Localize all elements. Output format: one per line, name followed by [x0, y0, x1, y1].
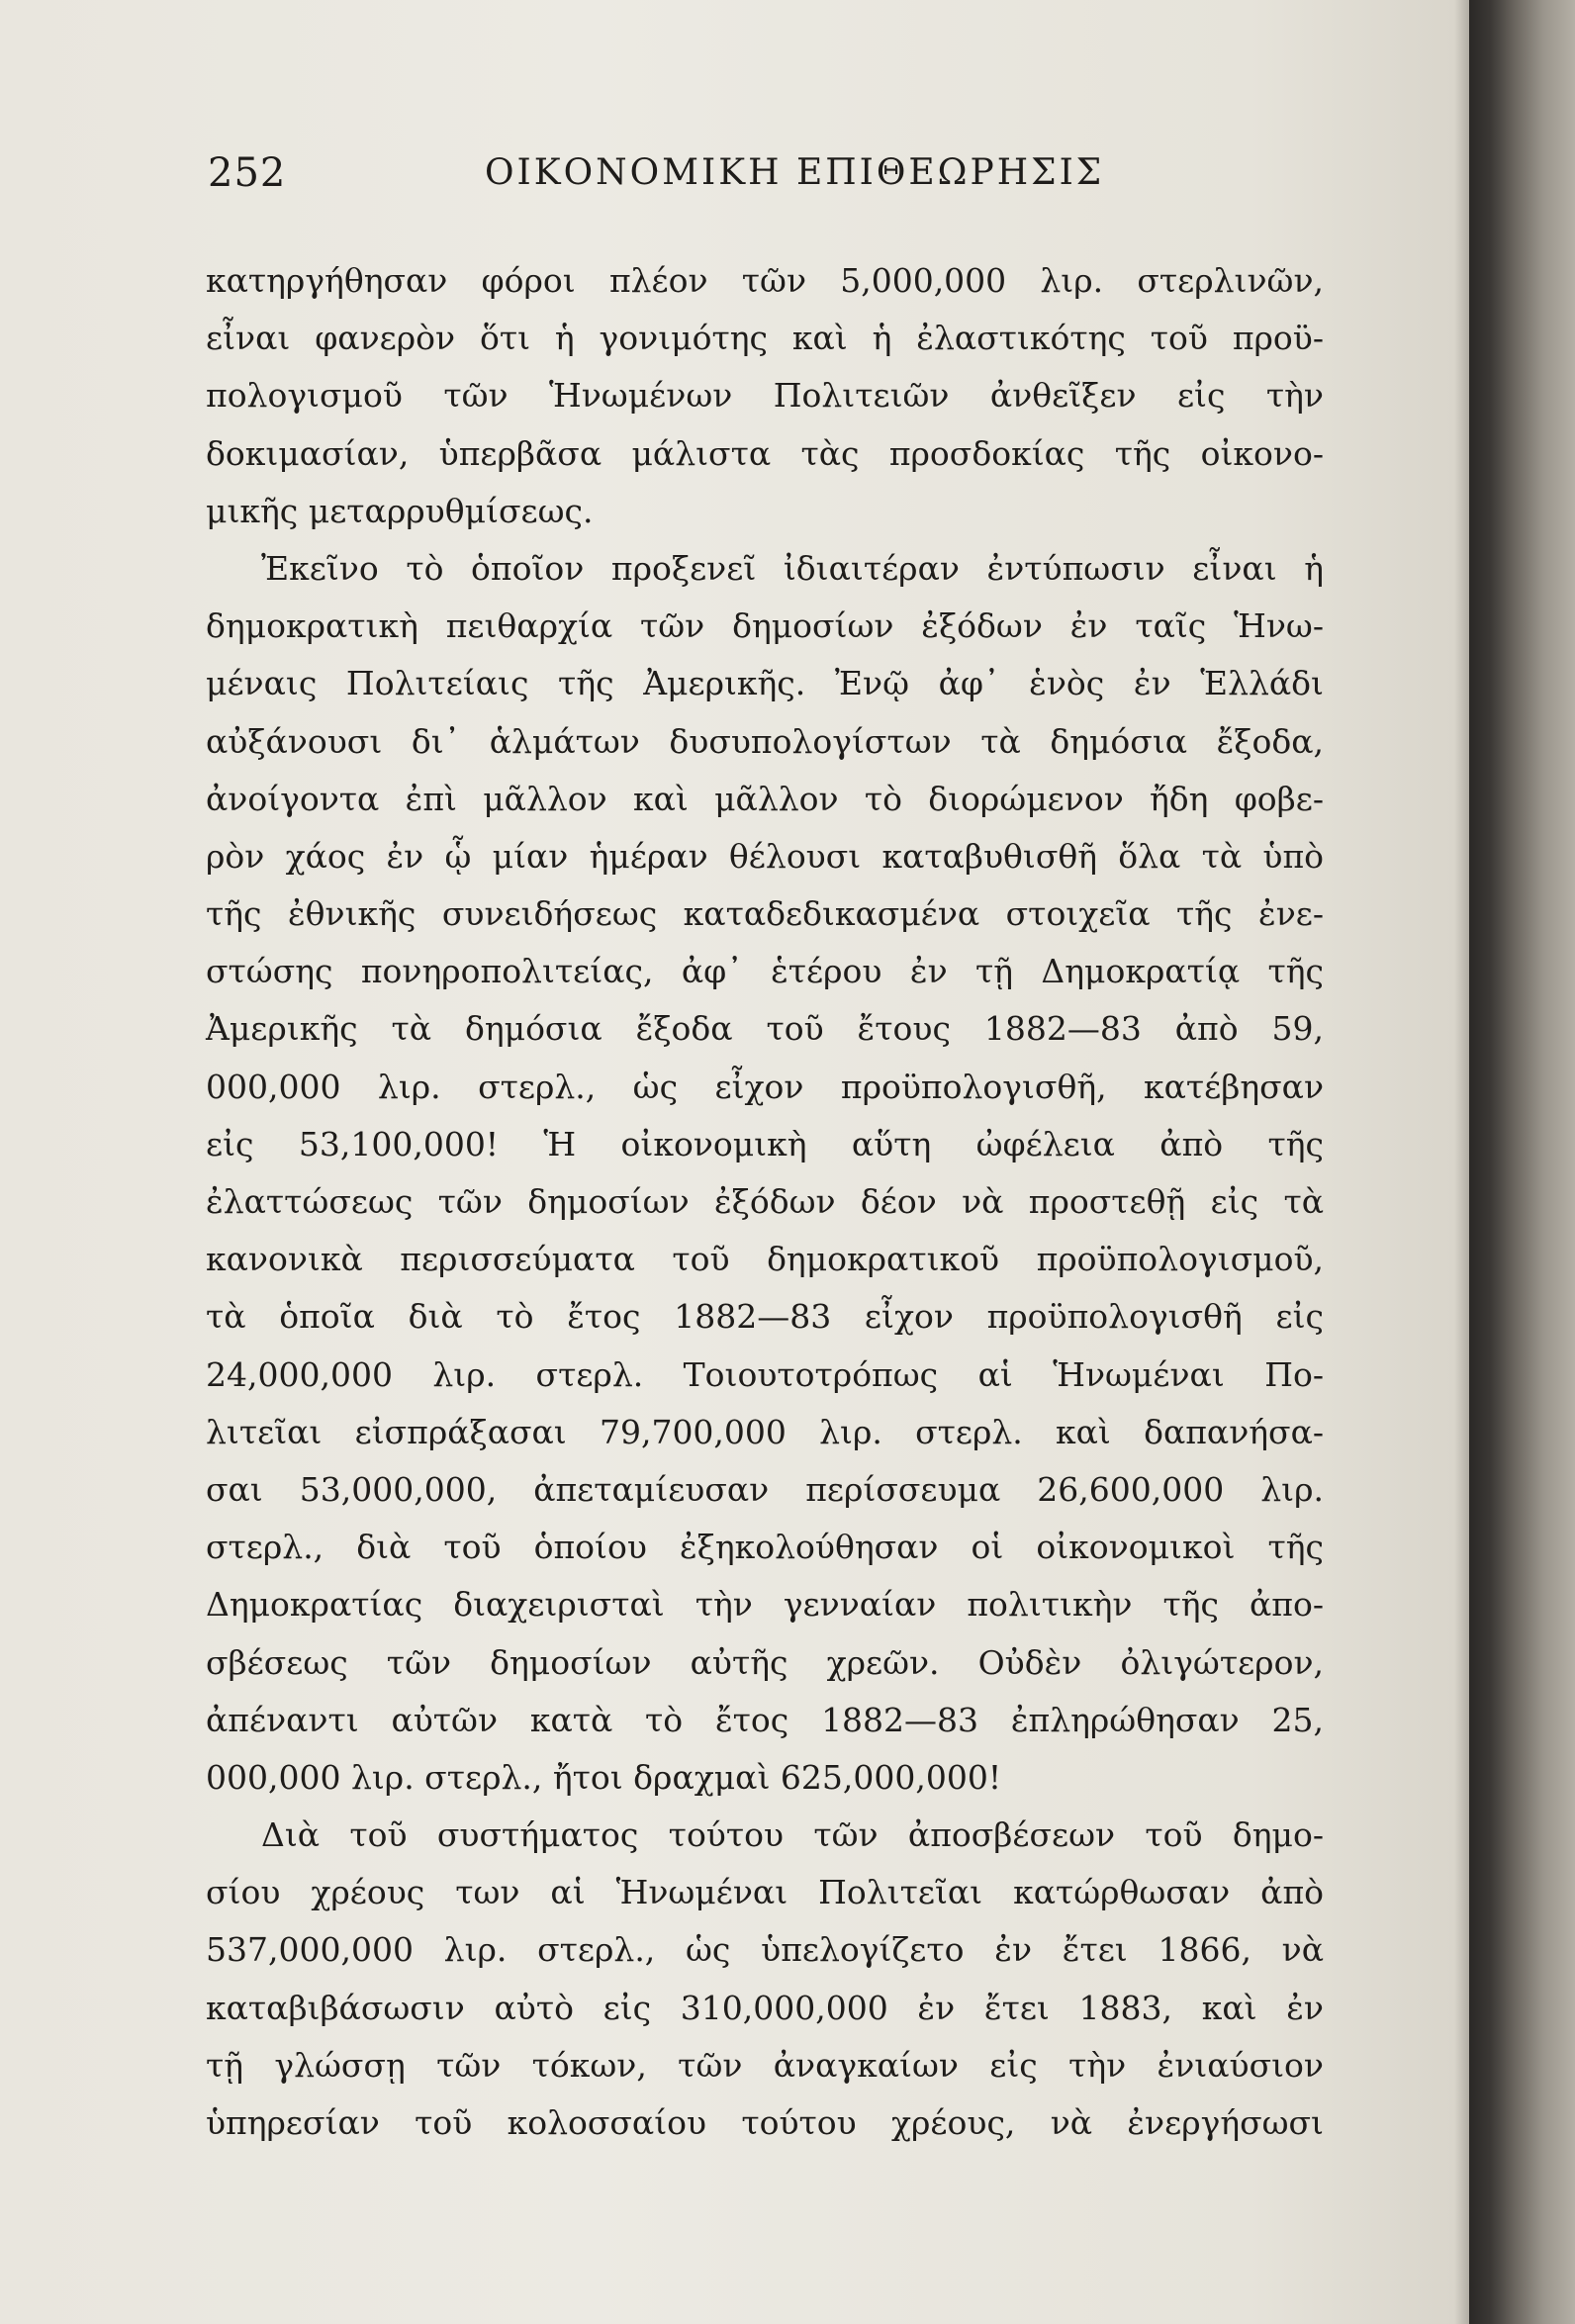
text-line: τῆς ἐθνικῆς συνειδήσεως καταδεδικασμένα στοιχεῖα τῆς ἐνε-: [206, 894, 1324, 934]
text-line: καταβιβάσωσιν αὐτὸ εἰς 310,000,000 ἐν ἔτει 1883, καὶ ἐν: [206, 1988, 1324, 2027]
text-line: εἰς 53,100,000! Ἡ οἰκονομικὴ αὕτη ὠφέλεια ἀπὸ τῆς: [206, 1124, 1324, 1163]
text-line: αὐξάνουσι δι᾽ ἁλμάτων δυσυπολογίστων τὰ δημόσια ἔξοδα,: [206, 721, 1324, 761]
text-line: Ἀμερικῆς τὰ δημόσια ἔξοδα τοῦ ἔτους 1882—83 ἀπὸ 59,: [206, 1009, 1324, 1049]
text-line: μικῆς μεταρρυθμίσεως.: [206, 491, 594, 530]
text-line: σβέσεως τῶν δημοσίων αὐτῆς χρεῶν. Οὐδὲν ὀλιγώτερον,: [206, 1642, 1324, 1682]
text-line: 000,000 λιρ. στερλ., ἤτοι δραχμαὶ 625,000,000!: [206, 1757, 1002, 1797]
body-text: [206, 252, 1324, 2152]
text-line: τῇ γλώσσῃ τῶν τόκων, τῶν ἀναγκαίων εἰς τὴν ἐνιαύσιον: [206, 2045, 1324, 2085]
running-header: [208, 150, 1316, 210]
text-line: κατηργήθησαν φόροι πλέον τῶν 5,000,000 λιρ. στερλινῶν,: [206, 261, 1324, 300]
text-line: ἀνοίγοντα ἐπὶ μᾶλλον καὶ μᾶλλον τὸ διορώμενον ἤδη φοβε-: [206, 779, 1324, 818]
text-line: εἶναι φανερὸν ὅτι ἡ γονιμότης καὶ ἡ ἐλαστικότης τοῦ προϋ-: [206, 319, 1324, 358]
page-number: 252: [208, 150, 287, 196]
text-line: πολογισμοῦ τῶν Ἡνωμένων Πολιτειῶν ἀνθεῖξεν εἰς τὴν: [206, 376, 1324, 416]
text-line: στερλ., διὰ τοῦ ὁποίου ἐξηκολούθησαν οἱ οἰκονομικοὶ τῆς: [206, 1528, 1324, 1567]
text-line: σίου χρέους των αἱ Ἡνωμέναι Πολιτεῖαι κατώρθωσαν ἀπὸ: [206, 1873, 1324, 1912]
text-line: Δημοκρατίας διαχειρισταὶ τὴν γενναίαν πολιτικὴν τῆς ἀπο-: [206, 1585, 1324, 1625]
text-line: 000,000 λιρ. στερλ., ὡς εἶχον προϋπολογισθῆ, κατέβησαν: [206, 1067, 1324, 1106]
text-line: 24,000,000 λιρ. στερλ. Τοιουτοτρόπως αἱ Ἡνωμέναι Πο-: [206, 1354, 1324, 1394]
text-line: μέναις Πολιτείαις τῆς Ἀμερικῆς. Ἐνῷ ἀφ᾽ ἑνὸς ἐν Ἑλλάδι: [206, 664, 1324, 703]
text-line: 537,000,000 λιρ. στερλ., ὡς ὑπελογίζετο ἐν ἔτει 1866, νὰ: [206, 1930, 1324, 1970]
text-line: ρὸν χάος ἐν ᾧ μίαν ἡμέραν θέλουσι καταβυθισθῆ ὅλα τὰ ὑπὸ: [206, 836, 1324, 876]
text-line: κανονικὰ περισσεύματα τοῦ δημοκρατικοῦ προϋπολογισμοῦ,: [206, 1240, 1324, 1279]
text-line: δοκιμασίαν, ὑπερβᾶσα μάλιστα τὰς προσδοκίας τῆς οἰκονο-: [206, 433, 1324, 473]
running-title: ΟΙΚΟΝΟΜΙΚΗ ΕΠΙΘΕΩΡΗΣΙΣ: [485, 152, 1105, 193]
text-line: λιτεῖαι εἰσπράξασαι 79,700,000 λιρ. στερλ. καὶ δαπανήσα-: [206, 1412, 1324, 1451]
text-line: σαι 53,000,000, ἀπεταμίευσαν περίσσευμα 26,600,000 λιρ.: [206, 1469, 1324, 1509]
text-line: ἐλαττώσεως τῶν δημοσίων ἐξόδων δέον νὰ προστεθῇ εἰς τὰ: [206, 1182, 1324, 1221]
text-line: ἀπέναντι αὐτῶν κατὰ τὸ ἔτος 1882—83 ἐπληρώθησαν 25,: [206, 1700, 1324, 1739]
text-line: στώσης πονηροπολιτείας, ἀφ᾽ ἑτέρου ἐν τῇ Δημοκρατίᾳ τῆς: [206, 952, 1324, 991]
text-line: τὰ ὁποῖα διὰ τὸ ἔτος 1882—83 εἶχον προϋπολογισθῆ εἰς: [206, 1297, 1324, 1337]
text-line: δημοκρατικὴ πειθαρχία τῶν δημοσίων ἐξόδων ἐν ταῖς Ἡνω-: [206, 606, 1324, 646]
paragraph-start-line: Διὰ τοῦ συστήματος τούτου τῶν ἀποσβέσεων τοῦ δημο-: [261, 1815, 1324, 1855]
paragraph-start-line: Ἐκεῖνο τὸ ὁποῖον προξενεῖ ἰδιαιτέραν ἐντύπωσιν εἶναι ἡ: [261, 548, 1324, 588]
book-gutter: [1469, 0, 1575, 2324]
text-line: ὑπηρεσίαν τοῦ κολοσσαίου τούτου χρέους, νὰ ἐνεργήσωσι: [206, 2103, 1324, 2142]
